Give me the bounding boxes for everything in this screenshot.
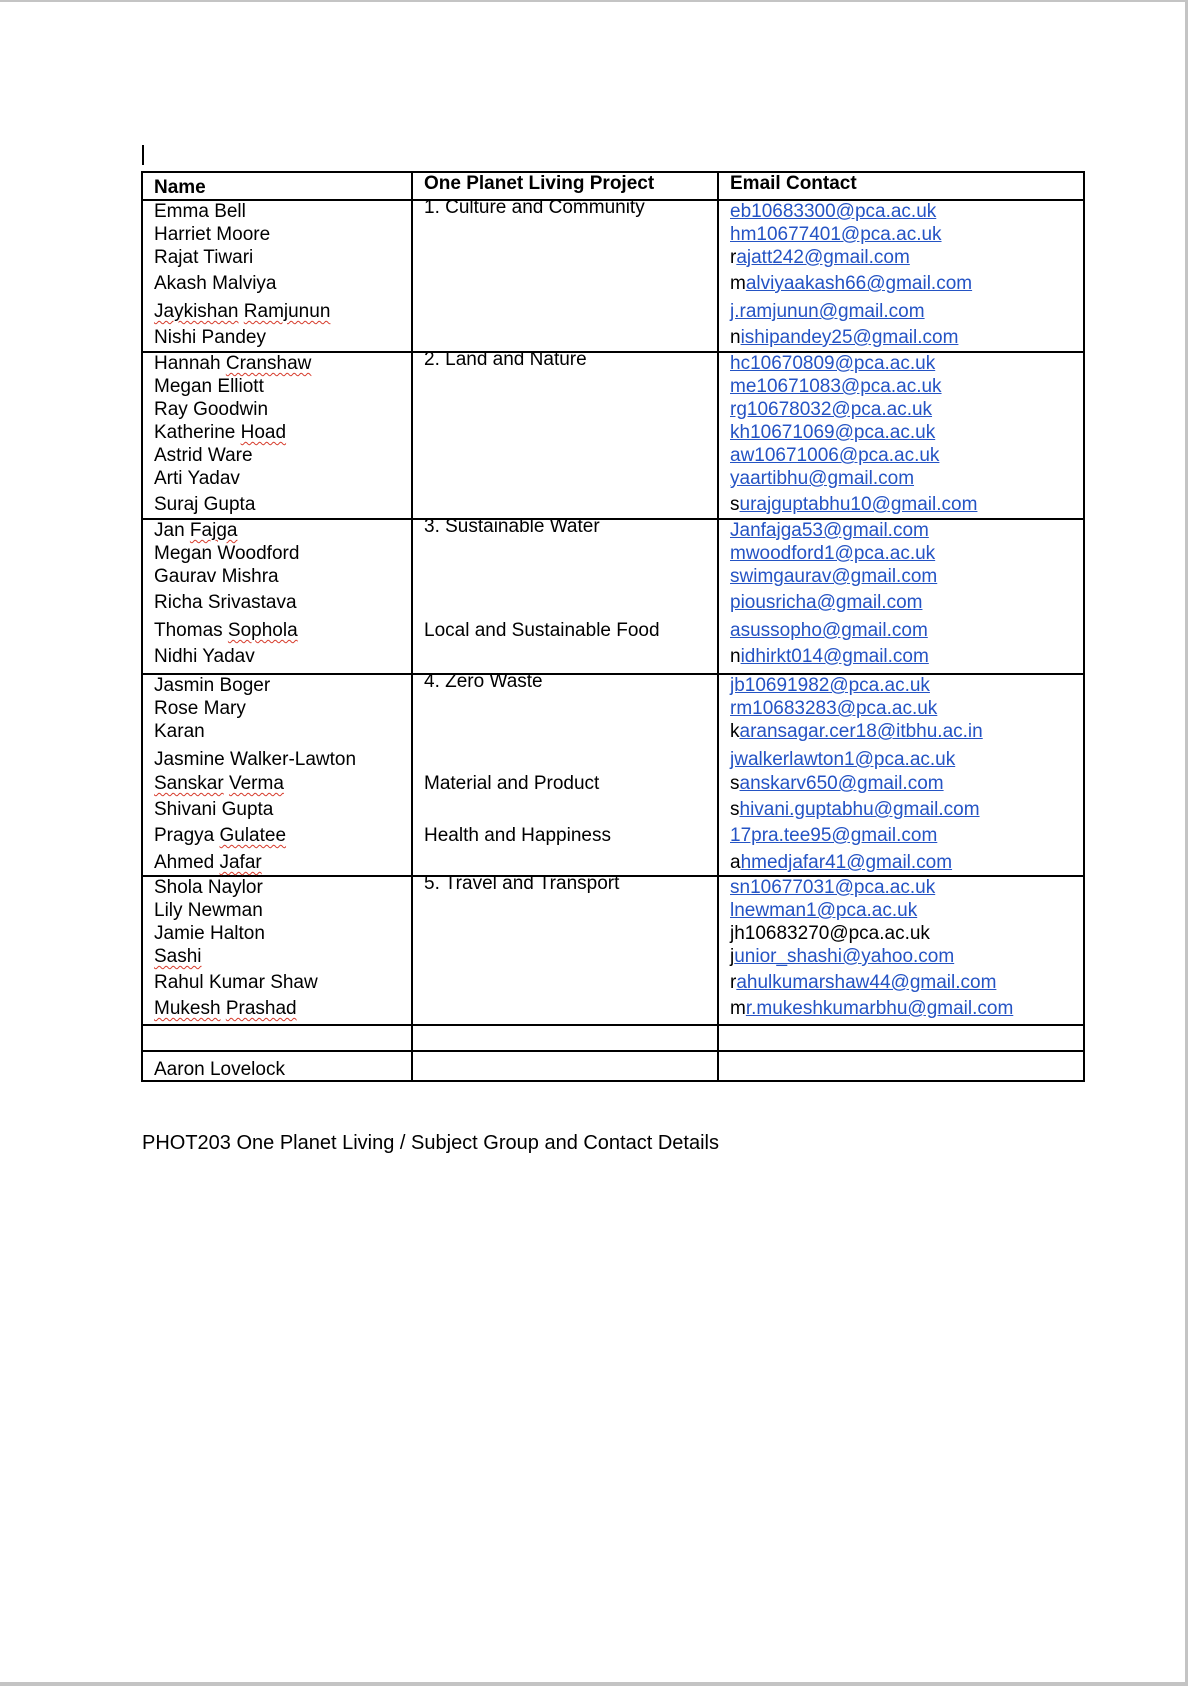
member-email[interactable] <box>730 675 930 697</box>
member-name: Megan Elliott <box>154 376 264 397</box>
email-link[interactable]: ajatt242@gmail.com <box>736 247 910 268</box>
member-email[interactable] <box>730 201 936 223</box>
contacts-table <box>141 171 1083 1080</box>
member-email[interactable] <box>730 494 977 516</box>
member-name: Arti Yadav <box>154 468 240 489</box>
member-email[interactable] <box>730 721 983 743</box>
member-email[interactable] <box>730 273 972 295</box>
table-border-left <box>141 171 143 1082</box>
email-link[interactable]: aw10671006@pca.ac.uk <box>730 445 940 466</box>
email-prefix-text: s <box>730 773 740 794</box>
member-email[interactable] <box>730 301 925 323</box>
member-email[interactable] <box>730 620 928 642</box>
member-email[interactable] <box>730 852 952 874</box>
project-label: 2. Land and Nature <box>424 349 587 370</box>
email-link[interactable]: sn10677031@pca.ac.uk <box>730 877 936 898</box>
member-email[interactable] <box>730 972 996 994</box>
member-email[interactable] <box>730 698 937 720</box>
member-name: Thomas Sophola <box>154 620 298 641</box>
member-name: Astrid Ware <box>154 445 253 466</box>
email-link[interactable]: hm10677401@pca.ac.uk <box>730 224 942 245</box>
member-email[interactable] <box>730 445 939 467</box>
table-border-right <box>1083 171 1085 1082</box>
member-name: Rajat Tiwari <box>154 247 254 268</box>
member-name: Megan Woodford <box>154 543 300 564</box>
member-email[interactable] <box>730 749 955 771</box>
email-link[interactable]: eb10683300@pca.ac.uk <box>730 201 937 222</box>
email-link[interactable]: rm10683283@pca.ac.uk <box>730 698 938 719</box>
email-link[interactable]: hmedjafar41@gmail.com <box>740 852 953 873</box>
member-name: Suraj Gupta <box>154 494 256 515</box>
member-name: Shola Naylor <box>154 877 263 898</box>
email-link[interactable]: urajguptabhu10@gmail.com <box>739 494 978 515</box>
member-name: Jamie Halton <box>154 923 265 944</box>
member-name: Jaykishan Ramjunun <box>154 301 331 322</box>
member-email[interactable] <box>730 353 935 375</box>
email-link[interactable]: hc10670809@pca.ac.uk <box>730 353 936 374</box>
member-email[interactable] <box>730 592 922 614</box>
member-name: Hannah Cranshaw <box>154 353 312 374</box>
email-link[interactable]: 17pra.tee95@gmail.com <box>730 825 938 846</box>
member-email[interactable] <box>730 877 935 899</box>
email-prefix-text: n <box>730 646 741 667</box>
project-label: 3. Sustainable Water <box>424 516 600 537</box>
project-label: 5. Travel and Transport <box>424 873 620 894</box>
member-name: Katherine Hoad <box>154 422 287 443</box>
member-name: Emma Bell <box>154 201 246 222</box>
extra-row-name: Aaron Lovelock <box>154 1059 285 1080</box>
email-link[interactable]: r.mukeshkumarbhu@gmail.com <box>745 998 1014 1019</box>
member-name: Akash Malviya <box>154 273 277 294</box>
row-divider <box>141 518 1085 520</box>
member-email[interactable] <box>730 825 937 847</box>
project-label: Health and Happiness <box>424 825 611 846</box>
member-email[interactable] <box>730 998 1013 1020</box>
email-prefix-text: j <box>730 946 735 967</box>
member-email[interactable] <box>730 773 944 795</box>
email-link[interactable]: rg10678032@pca.ac.uk <box>730 399 933 420</box>
email-link[interactable]: asussopho@gmail.com <box>730 620 928 641</box>
member-name: Shivani Gupta <box>154 799 274 820</box>
member-name: Pragya Gulatee <box>154 825 287 846</box>
member-email[interactable] <box>730 468 914 490</box>
row-divider <box>141 673 1085 675</box>
member-name: Harriet Moore <box>154 224 271 245</box>
text-cursor <box>142 145 144 165</box>
column-divider <box>717 171 719 1082</box>
member-name: Jasmin Boger <box>154 675 271 696</box>
email-link[interactable]: kh10671069@pca.ac.uk <box>730 422 936 443</box>
document-caption: PHOT203 One Planet Living / Subject Group and Contact Details <box>142 1132 719 1154</box>
member-email[interactable] <box>730 923 930 945</box>
email-link[interactable]: mwoodford1@pca.ac.uk <box>730 543 936 564</box>
member-name: Karan <box>154 721 205 742</box>
email-prefix-text: s <box>730 799 740 820</box>
member-name: Nidhi Yadav <box>154 646 255 667</box>
member-name: Sanskar Verma <box>154 773 284 794</box>
row-divider <box>141 1024 1085 1026</box>
email-link[interactable]: anskarv650@gmail.com <box>739 773 944 794</box>
row-divider <box>141 1050 1085 1052</box>
member-name: Lily Newman <box>154 900 263 921</box>
member-name: Rahul Kumar Shaw <box>154 972 318 993</box>
email-prefix-text: jh10683270@pca.ac.uk <box>730 923 930 944</box>
header-name: Name <box>154 177 206 198</box>
project-label: Local and Sustainable Food <box>424 620 660 641</box>
column-divider <box>411 171 413 1082</box>
email-link[interactable]: jwalkerlawton1@pca.ac.uk <box>730 749 956 770</box>
email-link[interactable]: piousricha@gmail.com <box>730 592 923 613</box>
member-name: Rose Mary <box>154 698 246 719</box>
member-email[interactable] <box>730 224 942 246</box>
email-prefix-text: m <box>730 998 746 1019</box>
email-prefix-text: r <box>730 247 737 268</box>
member-email[interactable] <box>730 327 958 349</box>
member-name: Gaurav Mishra <box>154 566 279 587</box>
member-name: Ray Goodwin <box>154 399 269 420</box>
project-label: Material and Product <box>424 773 600 794</box>
member-email[interactable] <box>730 900 917 922</box>
email-link[interactable]: aransagar.cer18@itbhu.ac.in <box>739 721 983 742</box>
header-project: One Planet Living Project <box>424 173 655 194</box>
page-top-edge <box>0 0 1188 2</box>
member-name: Richa Srivastava <box>154 592 297 613</box>
member-email[interactable] <box>730 520 929 542</box>
page-bottom-edge <box>0 1682 1188 1686</box>
member-email[interactable] <box>730 646 929 668</box>
email-prefix-text: m <box>730 273 746 294</box>
member-name: Sashi <box>154 946 202 967</box>
header-email: Email Contact <box>730 173 857 194</box>
member-email[interactable] <box>730 543 935 565</box>
email-prefix-text: a <box>730 852 741 873</box>
email-link[interactable]: idhirkt014@gmail.com <box>740 646 929 667</box>
member-name: Ahmed Jafar <box>154 852 262 873</box>
project-label: 1. Culture and Community <box>424 197 645 218</box>
member-name: Jan Fajga <box>154 520 238 541</box>
member-email[interactable] <box>730 799 980 821</box>
member-email[interactable] <box>730 376 942 398</box>
project-label: 4. Zero Waste <box>424 671 543 692</box>
email-link[interactable]: j.ramjunun@gmail.com <box>730 301 925 322</box>
email-prefix-text: r <box>730 972 737 993</box>
email-link[interactable]: Janfajga53@gmail.com <box>730 520 929 541</box>
member-email[interactable] <box>730 946 954 968</box>
email-prefix-text: s <box>730 494 740 515</box>
email-link[interactable]: lnewman1@pca.ac.uk <box>730 900 918 921</box>
member-name: Jasmine Walker-Lawton <box>154 749 357 770</box>
member-email[interactable] <box>730 247 910 269</box>
member-email[interactable] <box>730 422 935 444</box>
email-link[interactable]: unior_shashi@yahoo.com <box>734 946 955 967</box>
member-email[interactable] <box>730 399 932 421</box>
email-link[interactable]: me10671083@pca.ac.uk <box>730 376 942 397</box>
email-link[interactable]: swimgaurav@gmail.com <box>730 566 938 587</box>
member-name: Mukesh Prashad <box>154 998 297 1019</box>
email-prefix-text: n <box>730 327 741 348</box>
member-email[interactable] <box>730 566 937 588</box>
email-link[interactable]: ahulkumarshaw44@gmail.com <box>736 972 997 993</box>
email-link[interactable]: alviyaakash66@gmail.com <box>745 273 973 294</box>
email-prefix-text: k <box>730 721 740 742</box>
email-link[interactable]: ishipandey25@gmail.com <box>740 327 959 348</box>
member-name: Nishi Pandey <box>154 327 266 348</box>
email-link[interactable]: jb10691982@pca.ac.uk <box>730 675 930 696</box>
email-link[interactable]: yaartibhu@gmail.com <box>730 468 915 489</box>
email-link[interactable]: hivani.guptabhu@gmail.com <box>739 799 980 820</box>
